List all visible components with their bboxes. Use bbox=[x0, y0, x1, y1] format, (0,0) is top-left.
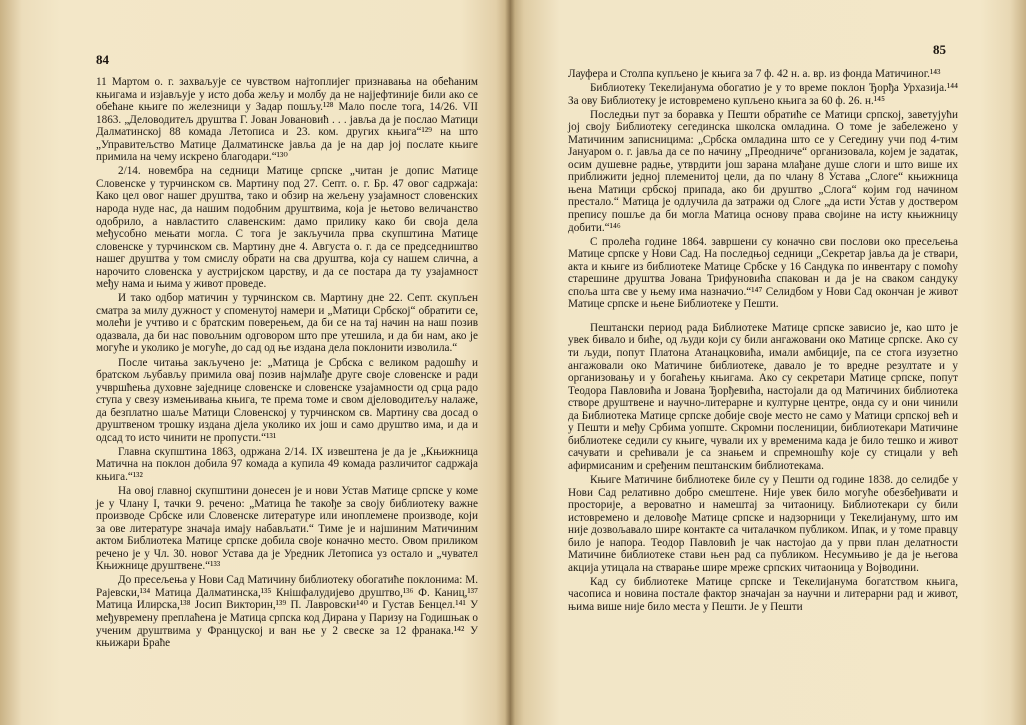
left-page-text bbox=[96, 76, 478, 651]
right-page-text bbox=[568, 68, 958, 615]
paragraph: До пресељења у Нови Сад Матичину библиотеку обогатиће поклонима: М. Рајевски,¹³⁴ Матица Далматинска,¹³⁵ Кнішфалудијево друштво,¹³⁶ Ф. Каниц,¹³⁷ Матица Илирска,¹³⁸ Јосип Викторин,¹³⁹ П. Лавровски¹⁴⁰ и Густав Бенцел.¹⁴¹ У међувремену преплаћена је Матица српска код Дирана у Паризу на Годишњак о ученим друштвима у Француској и ван ње у 2 свеске за 12 франака.¹⁴² У књижари Браће bbox=[96, 574, 478, 650]
paragraph: На овој главној скупштини донесен је и нови Устав Матице српске у коме је у Члану I, тачки 9. речено: „Матица ће такође за своју библиотеку важне производе Србске или Словенске литературе или иноплемене производе, који за ове литературе значаја имају набављати.“ Тиме је и најшиним Матичиним актом Библиотека Матице српске добила своје коначно место. Овом приликом речено је у Чл. 30. новог Устава да је Уредник Летописа уз остало и „чувател Књижнице друштвене.“¹³³ bbox=[96, 485, 478, 573]
paragraph: И тако одбор матичин у турчинском св. Мартину дне 22. Септ. скупљен сматра за милу дужност у споменутој намери и „Матици Србској“ обратити се, молећи је учтиво и с братским поверењем, да би се на тај начин на наш позив одазвала, да би нас повољним одговором што пре утешила, и да би нам, ако је могуће и уколико је могуће, до сад од ње издана дела поклонити изволила.“ bbox=[96, 292, 478, 355]
paragraph: Последњи пут за боравка у Пешти обратиће се Матици српској, заветујући јој своју Библиотеку сегединска школска омладина. О томе је забележено у Матичиним записницима: „Србска омладина што се у Сегедину учи под 4-тим Јануаром о. г. јавља да се по начину „Преодниче“ организовала, којем је задатак, осим душевне радње, утврдити још зарана млађане душе слоги и што више их приближити једној племенитој цели, да по члану 8 Устава „Слоге“ књижница њена Матици србској припада, ако би друштво „Слога“ којим год начином престало.“ Матица је одлучила да затражи од Слоге „да исти Устав у доствером препису пошље да би могла Матица основу права својине на исту књижницу добити.“¹⁴⁶ bbox=[568, 108, 958, 234]
paragraph: С пролећа године 1864. завршени су коначно сви послови око пресељења Матице српске у Нови Сад. На последњој седници „Секретар јавља да је ствари, акта и књиге из библиотеке Матице Србске у 16 Сандука по инвентару с помоћу старешине друштва Јована Трифуновића спакован и да је на сваком сандуку споља шта све у њему има назначио.“¹⁴⁷ Селидбом у Нови Сад окончан је живот Матице српске и њене Библиотеке у Пешти. bbox=[568, 235, 958, 311]
paragraph: После читања закључено је: „Матица је Србска с великом радошћу и братском љубављу примила овај позив најмлађе друге своје словенске и ради учвршћења духовне заједнице словенске и словенске узајамности од срца радо ступа у свезу измењивања књига, те према томе и свом дјеловодитељу налаже, да безплатно шаље Матици Словенској у турчинском св. Мартину сва досад о друштвеном трошку издана дјела уколико их још и само друштво има, и да и одсад то исто чинити не пропусти.“¹³¹ bbox=[96, 356, 478, 444]
paragraph: Кад су библиотеке Матице српске и Текелијанума богатством књига, часописа и новина постале фактор значајан за научни и литерарни рад и живот, њима више није било места у Пешти. Је у Пешти bbox=[568, 575, 958, 613]
paragraph: 11 Мартом о. г. захваљује се чувством најтоплијег признавања на обећаним књигама и изјављује у исто доба жељу и молбу да не најјефтиније били ако се обећане књиге по железници у Задар пошљу.¹²⁸ Мало после тога, 14/26. VII 1863. „Деловодитељ друштва Г. Јован Јовановић . . . јавља да је послао Матици Далматинској 88 комада Летописа и 23. ком. других књига“¹²⁹ на што „Управитељство Матице Далматинске јавља да је на дар јој послате књиге примила на чему искрено благодари.“¹³⁰ bbox=[96, 76, 478, 164]
paragraph: Главна скупштина 1863, одржана 2/14. IX извештена је да је „Књижница Матична на поклон добила 97 комада а купила 49 комада различитог садржаја књига.“¹³² bbox=[96, 445, 478, 483]
page-number: 85 bbox=[933, 42, 946, 57]
paragraph: Пештански период рада Библиотеке Матице српске зависио је, као што је увек бивало и биће, од људи који су били ангажовани око Матице српске. Ако су ти људи, попут Платона Атанацковића, имали амбиције, па се стога изузетно ангажовали око Матичине библиотеке, давало је то вредне резултате и у организовању и у богаћењу књигама. Ако су секретари Матице српске, попут Теодора Павловића и Јована Ђорђевића, настојали да од Матичиних библиотека створе друштвене и научно-литерарне и културне центре, онда су и они чинили да Библиотека Матице српске добије своје место не само у Матици српској већ и у Пешти и међу Србима уопште. Скромни послениции, библиотекари Матичине библиотеке седили су књиге, чували их у временима када је било тешко и живот сачувати и срећивали је са знањем и спремношћу које су стицали у већ афирмисаним и сређеним пештанским библиотекама. bbox=[568, 321, 958, 472]
paragraph: Књиге Матичине библиотеке биле су у Пешти од године 1838. до селидбе у Нови Сад релативно добро смештене. Није увек било могуће обезбеђивати и просторије, а вероватно и намештај за читаоницу. Библиотекари су били истовремено и деловође Матице српске и надзорници у Текелијануму, што им није дозвољавало шире контакте са читалачком публиком. Ипак, и у томе правцу било је напора. Теодор Павловић је чак настојао да у први план делатности Матичине библиотеке стави њен рад са публиком. Несумњиво је да је његова акција утицала на стварање шире мреже српских читаоница у Војводини. bbox=[568, 473, 958, 574]
left-page bbox=[0, 0, 510, 725]
paragraph: Библиотеку Текелијанума обогатио је у то време поклон Ђорђа Урхазија.¹⁴⁴ За ову Библиотеку је истовремено купљено књига за 60 ф. 26. н.¹⁴⁵ bbox=[568, 82, 958, 107]
book-gutter bbox=[505, 0, 515, 725]
paragraph: 2/14. новембра на седници Матице српске „читан је допис Матице Словенске у турчинском св. Мартину под 27. Септ. о. г. Бр. 47 овог садржаја: Како цел овог нашег друштва, тако и обзир на жељену узајамност словенских народа нуде нас, да нашим подобним друштвима, која је њетово величанство одобрило, а навластито славенским: дамо прилику како би своја дела међусобно мењати могла. С тога је закључила прва скупштина Матице словенске у турчинском св. Мартину дне 4. Августа о. г. да се председништво нашег друштва у том смислу обрати на сва друштва, која су нашем слична, а нарочито словенска у аустријском царству, и да се постара да ту узајамност међу нама и њима у живот проведе. bbox=[96, 165, 478, 291]
page-number: 84 bbox=[96, 52, 109, 67]
paragraph: Лауфера и Столпа купљено је књига за 7 ф. 42 н. а. вр. из фонда Матичиног.¹⁴³ bbox=[568, 68, 941, 80]
right-page bbox=[510, 0, 1026, 725]
